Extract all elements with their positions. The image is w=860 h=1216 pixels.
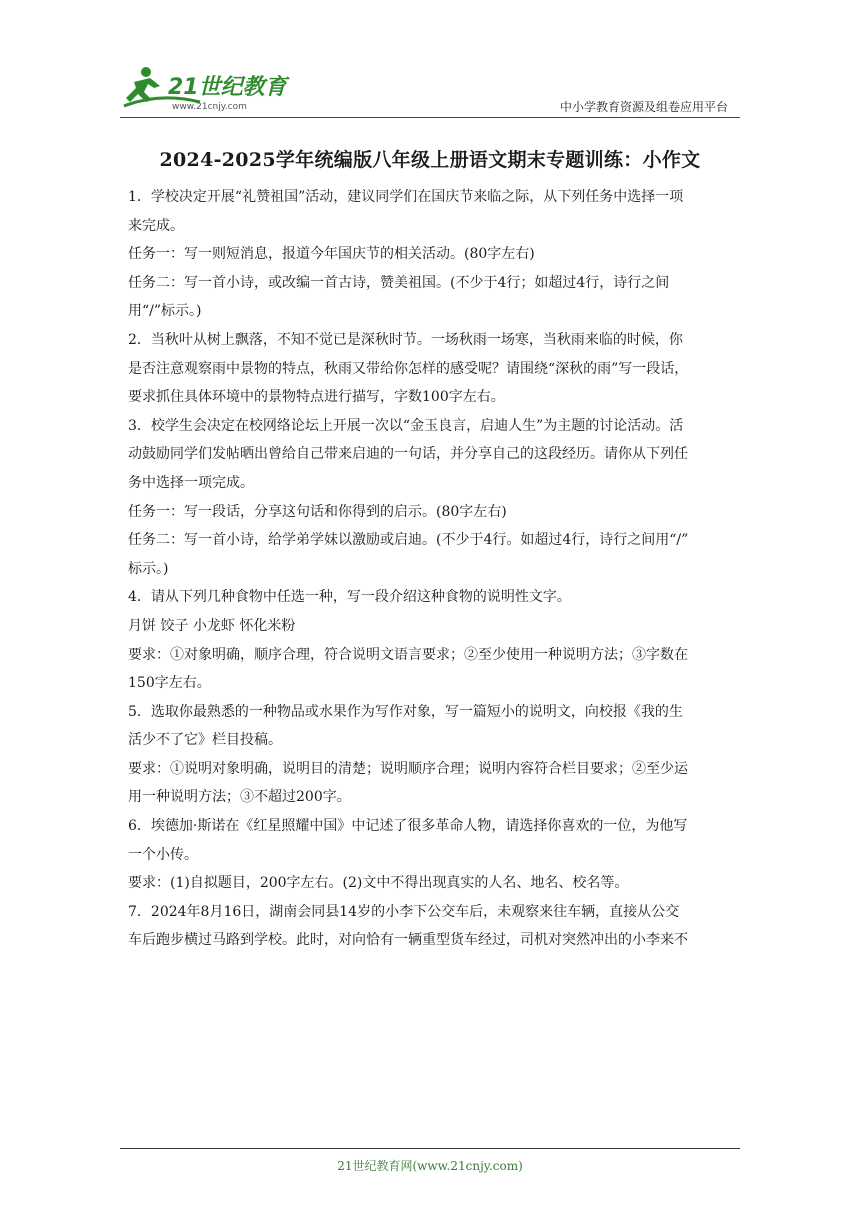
text-line: 150字左右。 [128, 675, 211, 692]
text-line: 来完成。 [128, 217, 184, 234]
text-line: 要求：①对象明确，顺序合理，符合说明文语言要求；②至少使用一种说明方法；③字数在 [128, 646, 688, 663]
text-line: 要求：(1)自拟题目，200字左右。(2)文中不得出现真实的人名、地名、校名等。 [128, 875, 629, 892]
text-line: 用一种说明方法；③不超过200字。 [128, 789, 351, 806]
text-line: 3．校学生会决定在校网络论坛上开展一次以“金玉良言，启迪人生”为主题的讨论活动。活 [128, 417, 684, 434]
text-line: 6．埃德加·斯诺在《红星照耀中国》中记述了很多革命人物，请选择你喜欢的一位，为他写 [128, 818, 688, 835]
logo-url: www.21cnjy.com [172, 102, 247, 112]
text-line: 4．请从下列几种食物中任选一种，写一段介绍这种食物的说明性文字。 [128, 589, 571, 606]
text-line: 用“/”标示。) [128, 303, 202, 320]
text-line: 任务二：写一首小诗，给学弟学妹以激励或启迪。(不少于4行。如超过4行，诗行之间用“/” [128, 532, 689, 549]
text-line: 是否注意观察雨中景物的特点，秋雨又带给你怎样的感受呢？请围绕“深秋的雨”写一段话， [128, 360, 689, 377]
logo-21cnjy [120, 62, 290, 114]
text-line: 要求抓住具体环境中的景物特点进行描写，字数100字左右。 [128, 389, 505, 406]
text-line: 标示。) [128, 560, 169, 577]
text-line: 2．当秋叶从树上飘落，不知不觉已是深秋时节。一场秋雨一场寒，当秋雨来临的时候，你 [128, 331, 683, 348]
text-line: 任务二：写一首小诗，或改编一首古诗，赞美祖国。(不少于4行；如超过4行，诗行之间 [128, 274, 670, 291]
text-line: 月饼 饺子 小龙虾 怀化米粉 [128, 617, 296, 634]
text-line: 动鼓励同学们发帖晒出曾给自己带来启迪的一句话，并分享自己的这段经历。请你从下列任 [128, 446, 688, 463]
platform-label: 中小学教育资源及组卷应用平台 [559, 100, 728, 114]
text-line: 务中选择一项完成。 [128, 474, 254, 491]
page-title: 2024-2025学年统编版八年级上册语文期末专题训练：小作文 [159, 149, 701, 171]
page-header [120, 62, 740, 114]
text-line: 任务一：写一段话，分享这句话和你得到的启示。(80字左右) [128, 503, 507, 520]
text-line: 要求：①说明对象明确，说明目的清楚；说明顺序合理；说明内容符合栏目要求；②至少运 [128, 760, 688, 777]
logo-text: 21世纪教育 [168, 75, 287, 100]
footer-source[interactable]: 21世纪教育网(www.21cnjy.com) [337, 1159, 523, 1173]
header-divider [120, 117, 740, 118]
text-line: 1．学校决定开展“礼赞祖国”活动，建议同学们在国庆节来临之际，从下列任务中选择一项 [128, 189, 684, 205]
text-line: 5．选取你最熟悉的一种物品或水果作为写作对象，写一篇短小的说明文，向校报《我的生 [128, 703, 683, 720]
question-body [128, 183, 740, 955]
footer-divider [120, 1148, 740, 1149]
text-line: 车后跑步横过马路到学校。此时，对向恰有一辆重型货车经过，司机对突然冲出的小李来不 [128, 932, 688, 949]
text-line: 活少不了它》栏目投稿。 [128, 732, 282, 749]
text-line: 7．2024年8月16日，湖南会同县14岁的小李下公交车后，未观察来往车辆，直接从公交 [128, 903, 680, 920]
text-line: 一个小传。 [128, 846, 198, 863]
text-line: 任务一：写一则短消息，报道今年国庆节的相关活动。(80字左右) [128, 246, 535, 263]
